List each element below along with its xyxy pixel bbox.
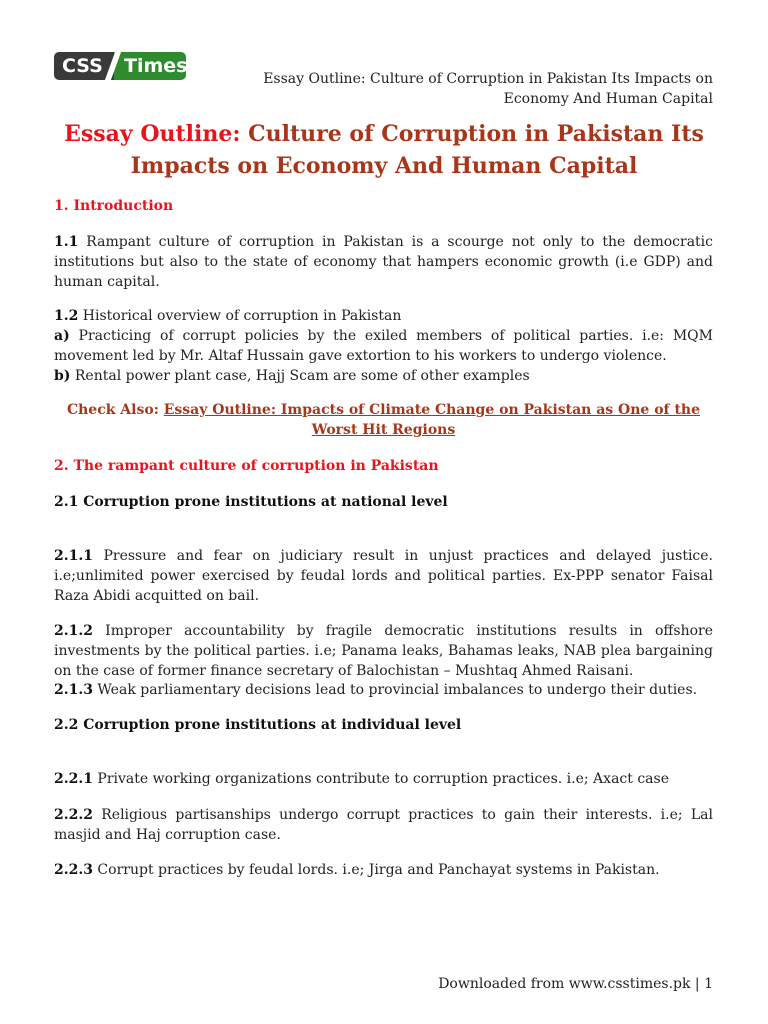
title-main: Culture of Corruption in Pakistan Its Impacts on Economy And Human Capital xyxy=(130,121,704,179)
check-also-label: Check Also: xyxy=(66,402,164,418)
paragraph-1-2 xyxy=(54,306,713,326)
num-2-1-2: 2.1.2 xyxy=(54,623,93,639)
num-2-2-2: 2.2.2 xyxy=(54,807,93,823)
num-2-1-3: 2.1.3 xyxy=(54,682,93,698)
subsection-2-2-heading: 2.2 Corruption prone institutions at individual level xyxy=(54,717,462,733)
paragraph-b xyxy=(54,366,713,386)
num-2-2-3: 2.2.3 xyxy=(54,862,93,878)
section-2-heading: 2. The rampant culture of corruption in Pakistan xyxy=(54,458,439,474)
num-2-2-1: 2.2.1 xyxy=(54,771,93,787)
section-1-heading: 1. Introduction xyxy=(54,198,174,214)
check-also xyxy=(54,400,713,440)
subsection-2-1-heading: 2.1 Corruption prone institutions at national level xyxy=(54,494,448,510)
paragraph-2-2-1 xyxy=(54,769,713,789)
check-also-link[interactable]: Essay Outline: Impacts of Climate Change on Pakistan as One of the Worst Hit Regions xyxy=(163,402,701,438)
page-title xyxy=(54,118,714,182)
text-2-1-2: Improper accountability by fragile democratic institutions results in offshore investments by the political parties. i.e; Panama leaks, Bahamas leaks, NAB plea bargaining on the case of former finance secretary of Balochistan – Mushtaq Ahmed Raisani. xyxy=(54,623,713,679)
csstimes-logo xyxy=(54,52,186,80)
text-2-1-3: Weak parliamentary decisions lead to provincial imbalances to undergo their duties. xyxy=(92,682,698,698)
paragraph-2-2-3 xyxy=(54,860,713,880)
num-1-2: 1.2 xyxy=(54,308,79,324)
num-1-1: 1.1 xyxy=(54,234,79,250)
paragraph-2-1-2 xyxy=(54,621,713,681)
paragraph-a xyxy=(54,326,713,366)
num-b: b) xyxy=(54,368,71,384)
running-header: Essay Outline: Culture of Corruption in Pakistan Its Impacts on Economy And Human Capital xyxy=(263,71,713,107)
text-2-2-3: Corrupt practices by feudal lords. i.e; Jirga and Panchayat systems in Pakistan. xyxy=(92,862,660,878)
paragraph-2-1-3 xyxy=(54,680,713,700)
paragraph-2-2-2 xyxy=(54,805,713,845)
paragraph-1-1 xyxy=(54,232,713,292)
text-2-2-2: Religious partisanships undergo corrupt practices to gain their interests. i.e; Lal masjid and Haj corruption case. xyxy=(54,807,713,843)
paragraph-2-1-1 xyxy=(54,546,713,606)
text-1-1: Rampant culture of corruption in Pakistan is a scourge not only to the democratic institutions but also to the state of economy that hampers economic growth (i.e GDP) and human capital. xyxy=(54,234,713,290)
text-a: Practicing of corrupt policies by the exiled members of political parties. i.e: MQM movement led by Mr. Altaf Hussain gave extortion to his workers to undergo violence. xyxy=(54,328,713,364)
num-a: a) xyxy=(54,328,70,344)
page-footer: Downloaded from www.csstimes.pk | 1 xyxy=(438,976,713,992)
text-2-2-1: Private working organizations contribute to corruption practices. i.e; Axact case xyxy=(92,771,669,787)
num-2-1-1: 2.1.1 xyxy=(54,548,93,564)
text-b: Rental power plant case, Hajj Scam are some of other examples xyxy=(70,368,530,384)
title-prefix: Essay Outline: xyxy=(64,121,241,147)
logo-left: CSS xyxy=(54,52,118,80)
text-1-2: Historical overview of corruption in Pakistan xyxy=(78,308,402,324)
text-2-1-1: Pressure and fear on judiciary result in unjust practices and delayed justice. i.e;unlimited power exercised by feudal lords and political parties. Ex-PPP senator Faisal Raza Abidi acquitted on bail. xyxy=(54,548,713,604)
logo-right: Times xyxy=(114,52,186,80)
